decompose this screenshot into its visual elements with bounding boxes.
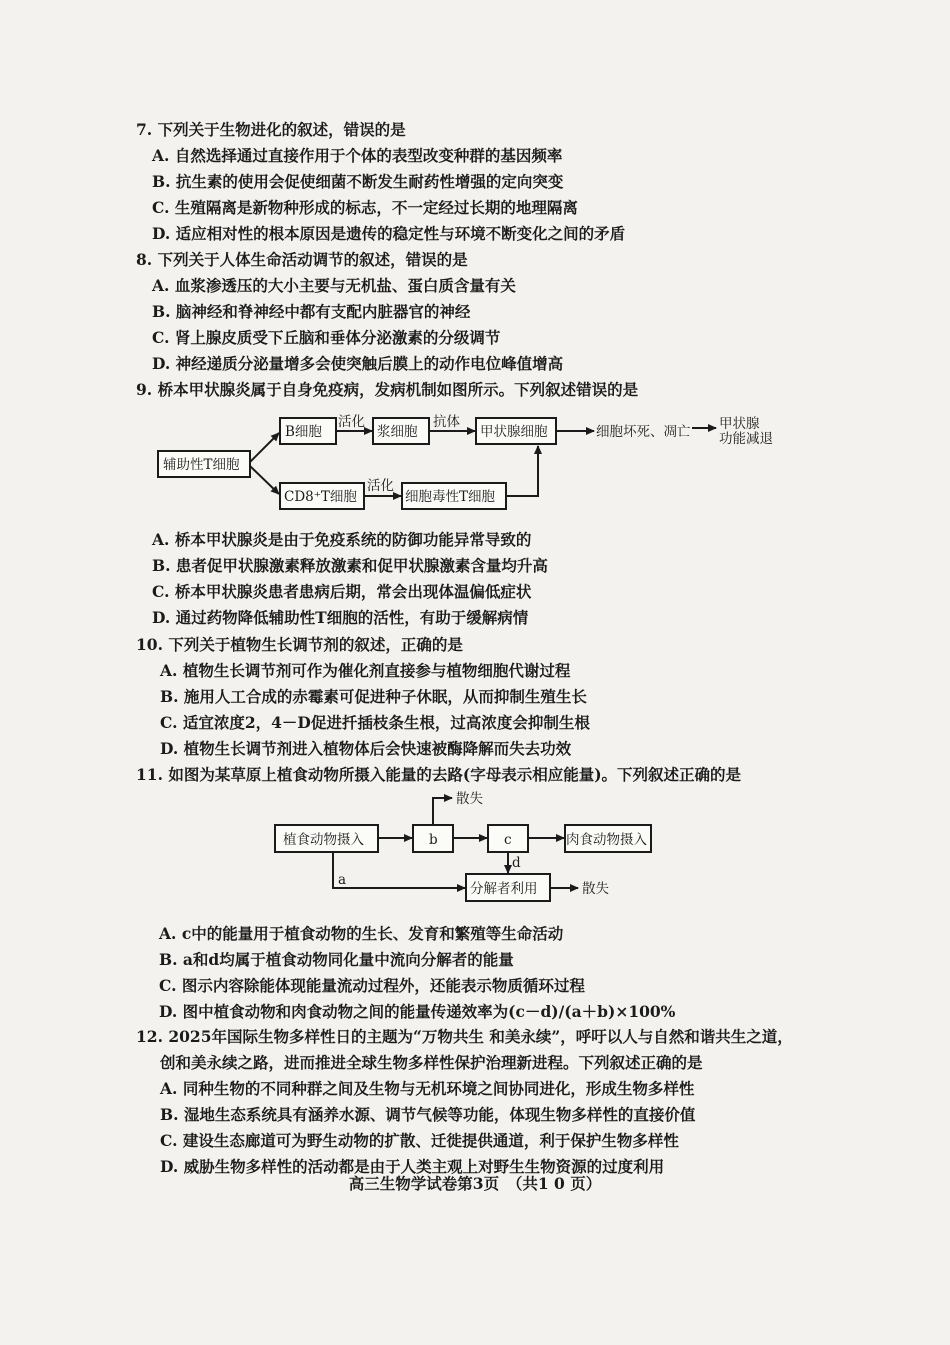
question-9-stem: 9. 桥本甲状腺炎属于自身免疫病，发病机制如图所示。下列叙述错误的是 bbox=[136, 380, 639, 399]
question-12-option-b: B. 湿地生态系统具有涵养水源、调节气候等功能，体现生物多样性的直接价值 bbox=[160, 1105, 696, 1124]
question-9-option-a: A. 桥本甲状腺炎是由于免疫系统的防御功能异常导致的 bbox=[152, 530, 532, 549]
loss-top-label: 散失 bbox=[456, 791, 483, 807]
question-9-option-b: B. 患者促甲状腺激素释放激素和促甲状腺激素含量均升高 bbox=[152, 556, 548, 575]
question-7-option-a: A. 自然选择通过直接作用于个体的表型改变种群的基因频率 bbox=[152, 146, 563, 165]
question-12-option-c: C. 建设生态廊道可为野生动物的扩散、迁徙提供通道，利于保护生物多样性 bbox=[160, 1131, 679, 1150]
question-7-option-d: D. 适应相对性的根本原因是遗传的稳定性与环境不断变化之间的矛盾 bbox=[152, 224, 626, 243]
a-label: a bbox=[338, 872, 347, 888]
question-7-option-b: B. 抗生素的使用会促使细菌不断发生耐药性增强的定向突变 bbox=[152, 172, 564, 191]
page-footer: 高三生物学试卷第3页 （共1 0 页） bbox=[348, 1174, 602, 1193]
cell-death-label: 细胞坏死、凋亡 bbox=[596, 424, 691, 440]
herbivore-intake-label: 植食动物摄入 bbox=[283, 832, 364, 848]
question-11-options bbox=[143, 921, 675, 1025]
question-10-option-d: D. 植物生长调节剂进入植物体后会快速被酶降解而失去功效 bbox=[160, 739, 572, 758]
question-10-option-c: C. 适宜浓度2，4－D促进扦插枝条生根，过高浓度会抑制生根 bbox=[160, 713, 590, 732]
question-10-option-a: A. 植物生长调节剂可作为催化剂直接参与植物细胞代谢过程 bbox=[160, 661, 571, 680]
c-label: c bbox=[504, 832, 512, 848]
b-label: b bbox=[429, 832, 438, 848]
loss-right-label: 散失 bbox=[582, 881, 609, 897]
question-12-stem-line2: 创和美永续之路，进而推进全球生物多样性保护治理新进程。下列叙述正确的是 bbox=[160, 1053, 703, 1072]
question-10-option-b: B. 施用人工合成的赤霉素可促进种子休眠，从而抑制生殖生长 bbox=[160, 687, 587, 706]
question-7-stem: 7. 下列关于生物进化的叙述，错误的是 bbox=[136, 120, 406, 139]
helper-t-cell-label: 辅助性T细胞 bbox=[163, 457, 240, 473]
thyroid-function-label-line2: 功能减退 bbox=[719, 431, 773, 447]
question-8-option-a: A. 血浆渗透压的大小主要与无机盐、蛋白质含量有关 bbox=[152, 276, 516, 295]
question-9-option-c: C. 桥本甲状腺炎患者患病后期，常会出现体温偏低症状 bbox=[152, 582, 532, 601]
activate-label-2: 活化 bbox=[367, 478, 394, 494]
question-11-option-b: B. a和d均属于植食动物同化量中流向分解者的能量 bbox=[159, 950, 514, 969]
question-12 bbox=[136, 1024, 793, 1180]
question-12-option-d: D. 威胁生物多样性的活动都是由于人类主观上对野生生物资源的过度利用 bbox=[160, 1157, 665, 1176]
question-12-option-a: A. 同种生物的不同种群之间及生物与无机环境之间协同进化，形成生物多样性 bbox=[160, 1079, 695, 1098]
decomposer-label: 分解者利用 bbox=[470, 881, 538, 897]
question-8-option-c: C. 肾上腺皮质受下丘脑和垂体分泌激素的分级调节 bbox=[152, 328, 501, 347]
arrow-b-to-loss bbox=[433, 798, 452, 825]
d-label: d bbox=[512, 855, 521, 871]
question-12-stem-line1: 12. 2025年国际生物多样性日的主题为“万物共生 和美永续”，呼吁以人与自然和谐共生之道， bbox=[136, 1027, 793, 1046]
thyroid-function-label-line1: 甲状腺 bbox=[719, 416, 760, 432]
question-8-stem: 8. 下列关于人体生命活动调节的叙述，错误的是 bbox=[136, 250, 468, 269]
question-9-option-d: D. 通过药物降低辅助性T细胞的活性，有助于缓解病情 bbox=[152, 608, 529, 627]
question-7-option-c: C. 生殖隔离是新物种形成的标志，不一定经过长期的地理隔离 bbox=[152, 198, 578, 217]
question-11-option-d: D. 图中植食动物和肉食动物之间的能量传递效率为(c－d)/(a＋b)×100% bbox=[159, 1002, 676, 1021]
arrow-intake-to-decomposer bbox=[333, 852, 465, 888]
thyroid-cell-label: 甲状腺细胞 bbox=[480, 424, 548, 440]
question-8-option-d: D. 神经递质分泌量增多会使突触后膜上的动作电位峰值增高 bbox=[152, 354, 564, 373]
plasma-cell-label: 浆细胞 bbox=[377, 424, 418, 440]
question-8-option-b: B. 脑神经和脊神经中都有支配内脏器官的神经 bbox=[152, 302, 471, 321]
carnivore-intake-label: 肉食动物摄入 bbox=[566, 832, 647, 848]
antibody-label: 抗体 bbox=[433, 414, 460, 430]
question-11-option-a: A. c中的能量用于植食动物的生长、发育和繁殖等生命活动 bbox=[159, 924, 564, 943]
question-10-stem: 10. 下列关于植物生长调节剂的叙述，正确的是 bbox=[136, 635, 463, 654]
cytotoxic-t-cell-label: 细胞毒性T细胞 bbox=[405, 489, 496, 505]
question-11-option-c: C. 图示内容除能体现能量流动过程外，还能表示物质循环过程 bbox=[159, 976, 585, 995]
b-cell-label: B细胞 bbox=[285, 424, 322, 440]
activate-label-1: 活化 bbox=[338, 414, 365, 430]
cd8-t-cell-label: CD8⁺T细胞 bbox=[284, 489, 357, 505]
question-11-stem: 11. 如图为某草原上植食动物所摄入能量的去路(字母表示相应能量)。下列叙述正确的是 bbox=[136, 765, 742, 784]
